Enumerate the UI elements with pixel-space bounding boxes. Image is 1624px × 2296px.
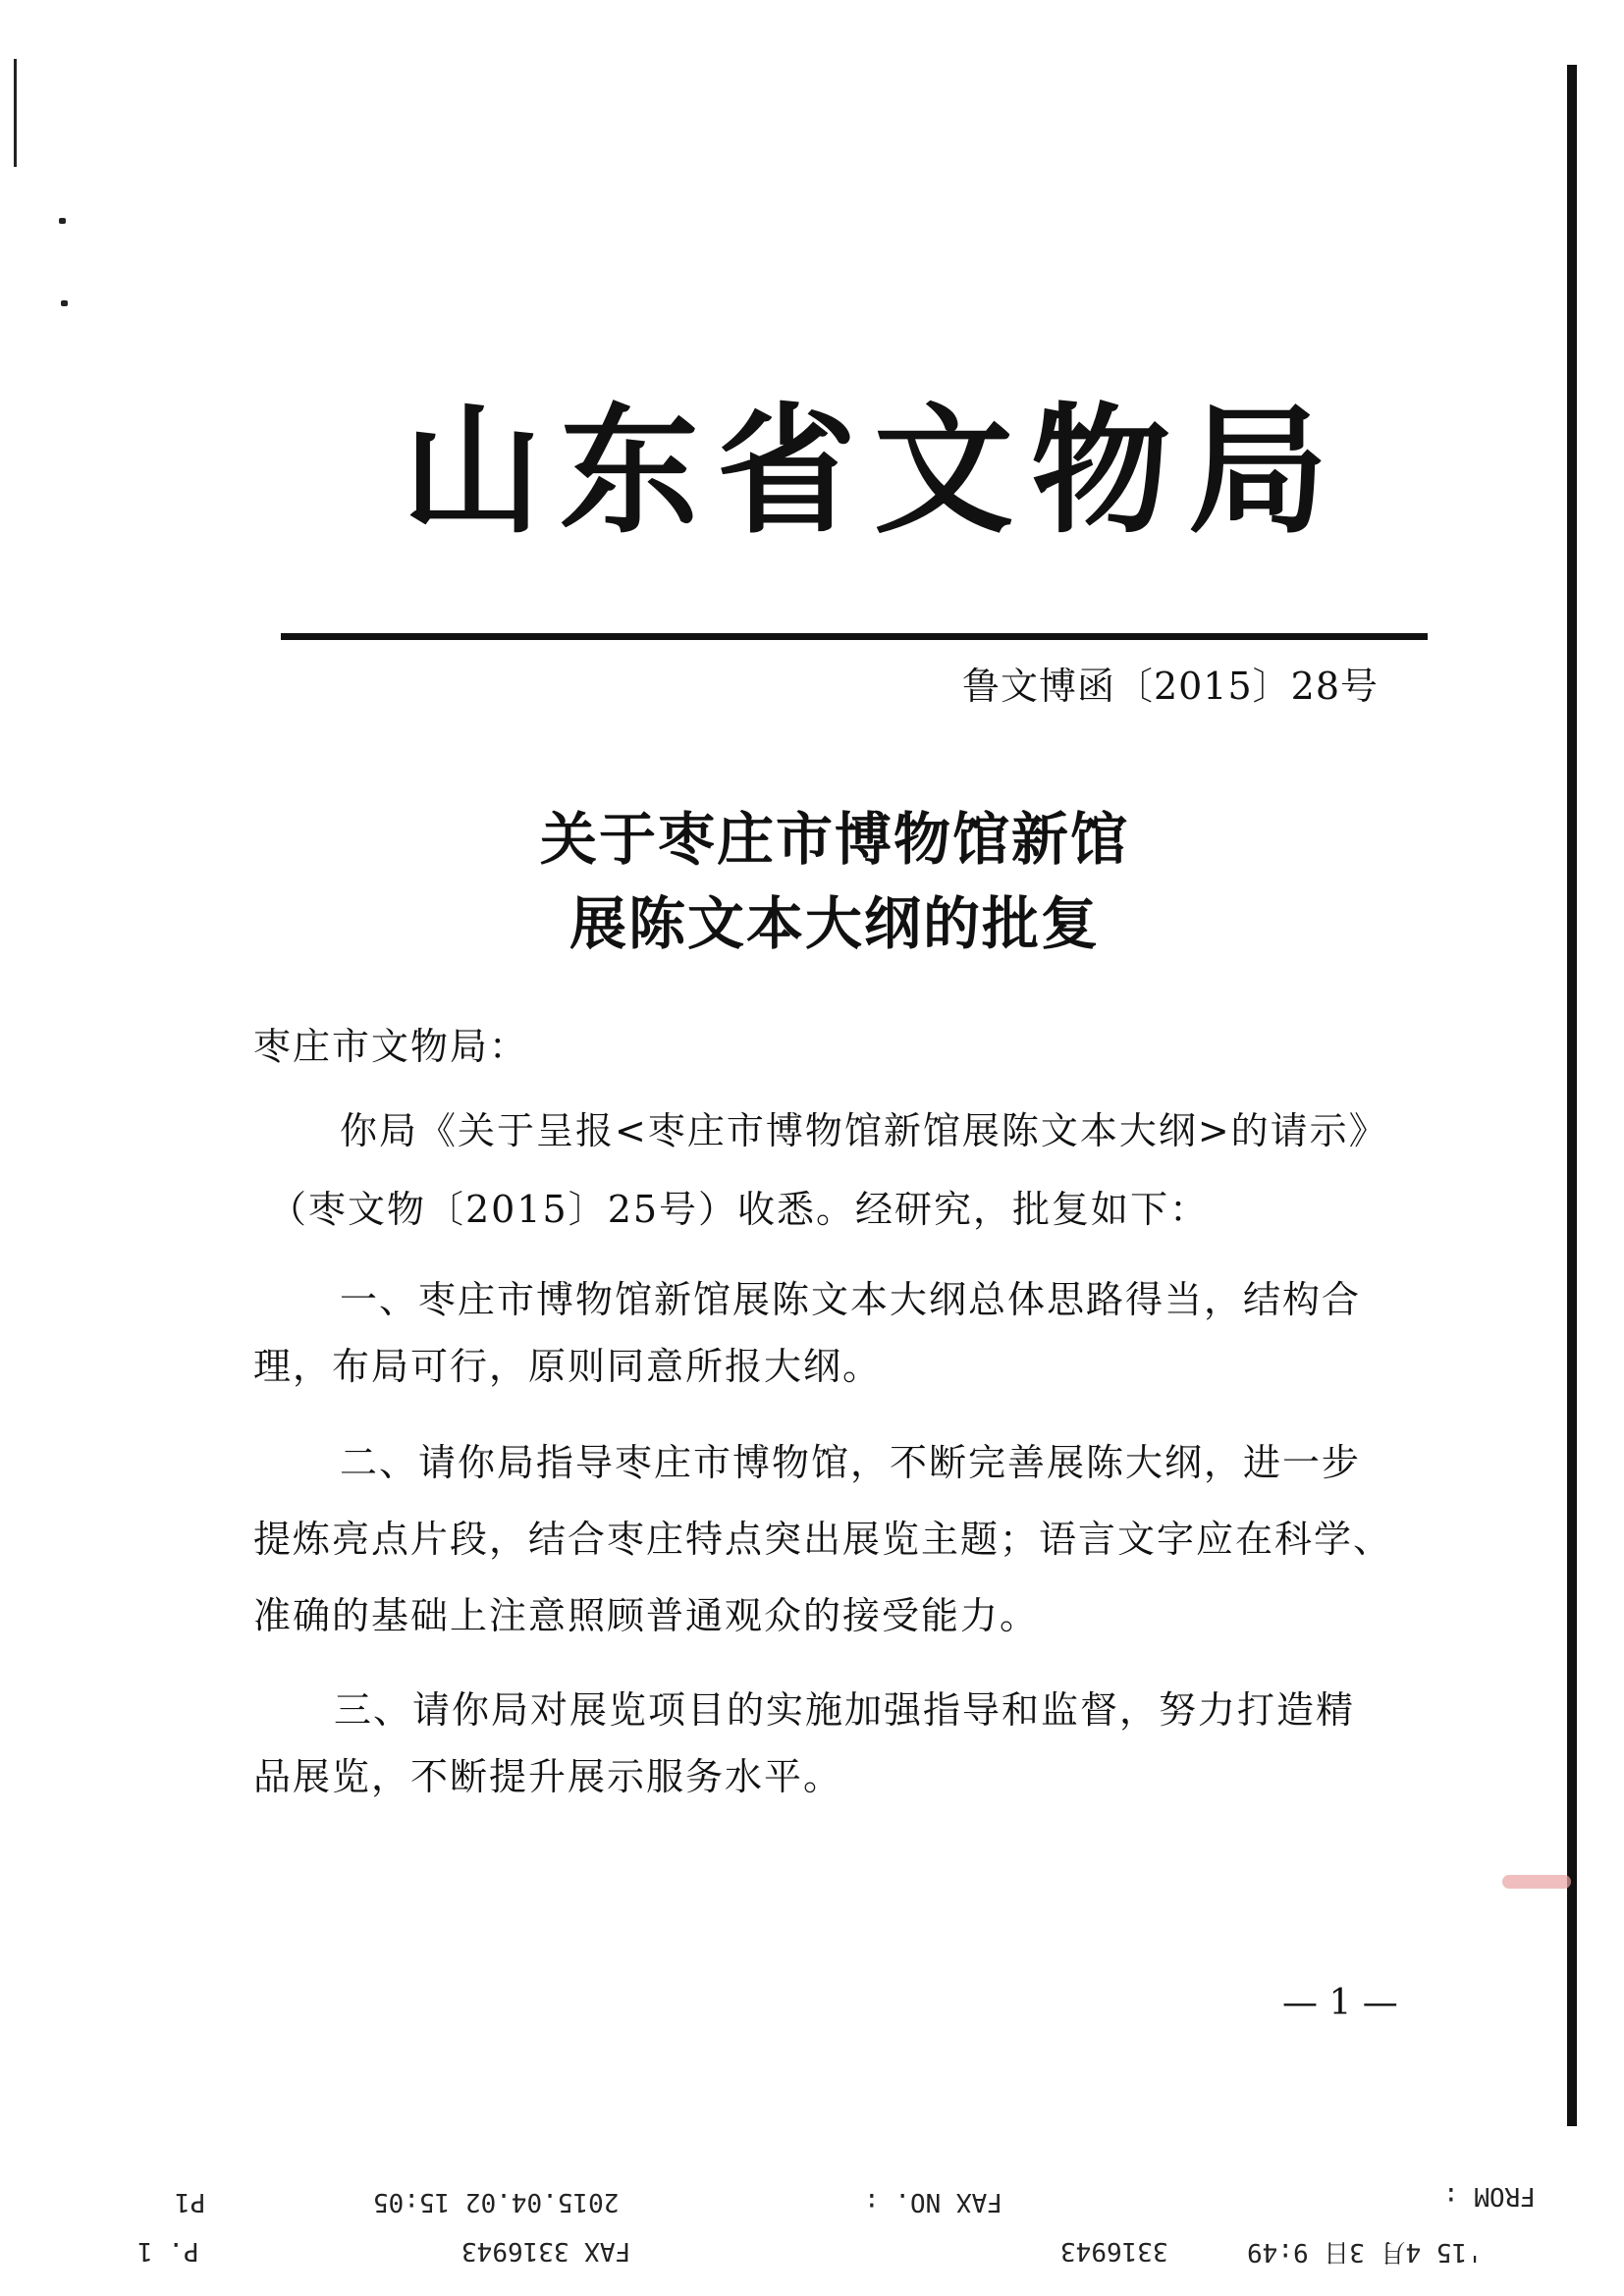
paragraph-line: （枣文物〔2015〕25号）收悉。经研究，批复如下： (269, 1188, 1210, 1231)
fax-received-date: '15 4月 3日 9:49 (1247, 2237, 1483, 2267)
fax-page: P1 (175, 2187, 206, 2216)
fax-number-1: 3316943 (1060, 2236, 1168, 2266)
paragraph-line: 理，布局可行，原则同意所报大纲。 (253, 1345, 883, 1388)
paragraph-line: 品展览，不断提升展示服务水平。 (253, 1755, 843, 1798)
fax-footer-page: P. 1 (137, 2236, 199, 2266)
document-title-line-2: 展陈文本大纲的批复 (568, 890, 1100, 957)
letterhead-divider (281, 633, 1428, 640)
paragraph-line: 提炼亮点片段，结合枣庄特点突出展览主题；语言文字应在科学、 (253, 1518, 1393, 1561)
fax-datetime: 2015.04.02 15:05 (373, 2187, 620, 2216)
fax-number-label: FAX NO. : (864, 2187, 1002, 2216)
paragraph-line: 一、枣庄市博物馆新馆展陈文本大纲总体思路得当，结构合 (340, 1278, 1362, 1321)
red-ink-mark (1502, 1875, 1571, 1889)
scan-edge-right (1567, 65, 1577, 2126)
scan-speck (61, 300, 68, 306)
paragraph-line: 三、请你局对展览项目的实施加强指导和监督，努力打造精 (334, 1688, 1356, 1732)
paragraph-line: 二、请你局指导枣庄市博物馆，不断完善展陈大纲，进一步 (340, 1441, 1362, 1484)
addressee: 枣庄市文物局： (253, 1025, 529, 1068)
fax-from-label: FROM : (1443, 2181, 1536, 2211)
letterhead-title: 山东省文物局 (403, 391, 1345, 553)
paragraph-line: 准确的基础上注意照顾普通观众的接受能力。 (253, 1594, 1040, 1637)
document-number: 鲁文博函〔2015〕28号 (961, 665, 1379, 708)
paragraph-line: 你局《关于呈报<枣庄市博物馆新馆展陈文本大纲>的请示》 (340, 1109, 1388, 1152)
document-title-line-1: 关于枣庄市博物馆新馆 (539, 806, 1129, 873)
scan-speck (59, 218, 66, 224)
scan-edge-left (14, 59, 17, 167)
page-number: — 1 — (1282, 1983, 1398, 2023)
fax-number-2: FAX 3316943 (461, 2236, 631, 2266)
